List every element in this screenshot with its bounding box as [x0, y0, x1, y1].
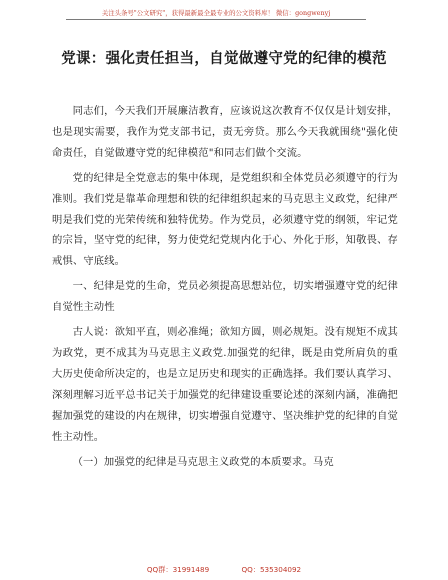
paragraph-intro: 同志们，今天我们开展廉洁教育，应该说这次教育不仅仅是计划安排，也是现实需要，我作为党支部书记，责无旁贷。那么今天我就围绕"强化使命责任，自觉做遵守党的纪律模范"和同志们做个交流。 [52, 105, 398, 159]
header-notice: 关注头条号"公文研究"，获得最新最全最专业的公文资料库！ 微信：gongwenyj [66, 8, 366, 20]
document-title: 党课：强化责任担当，自觉做遵守党的纪律的模范 [61, 51, 387, 67]
footer-qq: QQ：535304092 [241, 565, 302, 574]
footer-qq-group: QQ群：31991489 [146, 565, 210, 574]
paragraph-ancient-saying: 古人说：欲知平直，则必准绳；欲知方圆，则必规矩。没有规矩不成其为政党，更不成其为马克思主义政党.加强党的纪律，既是由党所肩负的重大历史使命所决定的，也是立足历史和现实的正确选择。我们要认真学习、深刻理解习近平总书记关于加强党的纪律建设重要论述的深刻内涵，准确把握加强党的建设的内在规律，切实增强自觉遵守、坚决维护党的纪律的自觉性主动性。 [52, 326, 398, 443]
section-heading-1: 一、纪律是党的生命，党员必须提高思想站位，切实增强遵守党的纪律自觉性主动性 [52, 280, 398, 314]
paragraph-discipline: 党的纪律是全党意志的集中体现，是党组织和全体党员必须遵守的行为准则。我们党是靠革命理想和铁的纪律组织起来的马克思主义政党，纪律严明是我们党的光荣传统和独特优势。作为党员，必须遵守党的纲领，牢记党的宗旨，坚守党的纪律，努力使党纪党规内化于心、外化于形，知敬畏、存戒惧、守底线。 [52, 171, 398, 268]
subsection-heading-1: （一）加强党的纪律是马克思主义政党的本质要求。马克 [72, 455, 334, 468]
footer-contact [0, 565, 448, 575]
document-body [52, 101, 398, 476]
